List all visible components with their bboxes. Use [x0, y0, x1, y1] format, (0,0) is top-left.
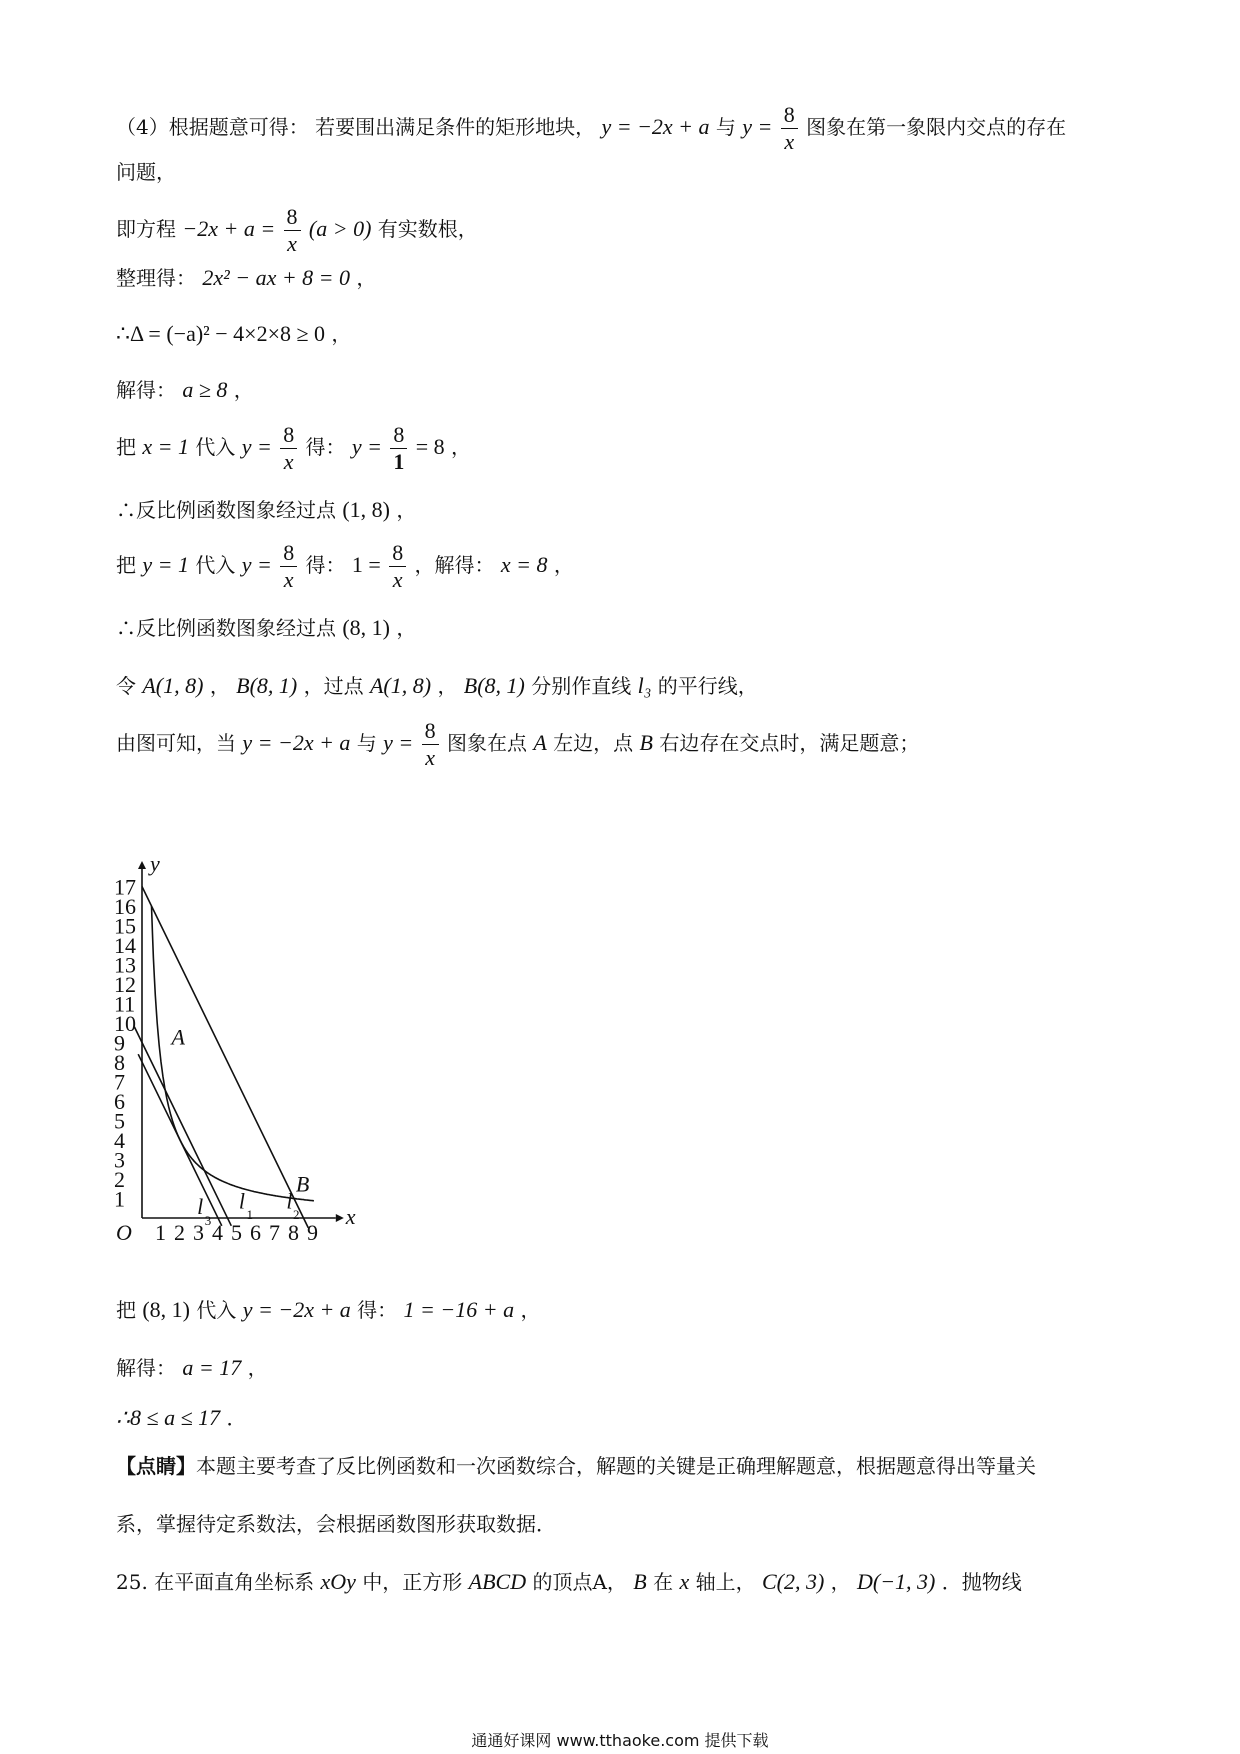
equation: (a > 0): [308, 216, 372, 241]
text: ，: [396, 616, 417, 640]
l2-subscript: 2: [293, 1206, 300, 1222]
text: ∴反比例函数图象经过点: [116, 616, 336, 640]
equation: y = −2x + a: [242, 730, 351, 755]
equation: y = 1: [142, 552, 189, 577]
function-graph: [112, 830, 372, 1250]
x-tick-label: 3: [193, 1220, 204, 1245]
solution-line-10: [116, 672, 758, 700]
fraction: [389, 540, 406, 593]
text: 问题，: [116, 160, 176, 184]
text: 代入: [195, 435, 236, 459]
text: ，: [830, 1570, 851, 1594]
comment-paragraph: [116, 1452, 1036, 1480]
x-axis-arrow: [336, 1214, 344, 1222]
origin-label: O: [116, 1220, 132, 1245]
y-tick-label: 17: [114, 874, 136, 900]
problem-25: [116, 1568, 1022, 1596]
page-footer: 通通好课网 www.tthaoke.com 提供下载: [471, 1731, 769, 1750]
point: (1, 8): [342, 497, 391, 522]
numerator: 8: [280, 422, 297, 449]
text: 在: [653, 1570, 674, 1594]
text: 的顶点A，: [532, 1570, 627, 1594]
text: 系，掌握待定系数法，会根据函数图形获取数据．: [116, 1512, 556, 1536]
text: 图象在点: [447, 731, 527, 755]
denominator: x: [287, 231, 297, 256]
point: A(1, 8): [142, 673, 204, 698]
equation: −2x + a =: [182, 216, 276, 241]
solution-line-9: [116, 614, 416, 642]
text: 与: [715, 115, 736, 139]
text: 把: [116, 435, 136, 459]
math-symbol: x: [679, 1569, 690, 1594]
text: 得：: [305, 553, 346, 577]
equation: y =: [742, 114, 773, 139]
denominator: x: [392, 567, 403, 592]
text: ∴反比例函数图象经过点: [116, 498, 336, 522]
text: ，: [356, 266, 377, 290]
math-symbol: ABCD: [468, 1569, 527, 1594]
equation: 1 =: [351, 552, 381, 577]
text: 代入: [196, 1298, 237, 1322]
y-tick-label: 5: [114, 1108, 125, 1134]
text: 即方程: [116, 217, 176, 241]
x-tick-label: 8: [288, 1220, 299, 1245]
solution-line-8: [116, 540, 574, 593]
text: 中，正方形: [362, 1570, 463, 1594]
denominator: x: [784, 129, 795, 154]
y-tick-label: 6: [114, 1089, 125, 1114]
y-tick-label: 2: [114, 1167, 125, 1192]
x-tick-label: 7: [269, 1220, 280, 1245]
x-tick-label: 4: [212, 1220, 223, 1245]
math-symbol: xOy: [320, 1569, 356, 1594]
fraction: [390, 422, 407, 475]
numerator: 8: [781, 102, 798, 129]
fraction: [284, 204, 301, 257]
text: 有实数根，: [377, 217, 478, 241]
solution-line-12: [116, 1296, 540, 1324]
l3-subscript: 3: [204, 1212, 212, 1228]
point: B(8, 1): [236, 673, 298, 698]
text: 由图可知，当: [116, 731, 236, 755]
point: B(8, 1): [463, 673, 525, 698]
y-tick-label: 12: [114, 972, 136, 997]
text: 分别作直线: [531, 674, 632, 698]
text: 把: [116, 553, 136, 577]
denominator: x: [283, 567, 294, 592]
text: ，: [247, 1356, 268, 1380]
text: ．抛物线: [941, 1570, 1022, 1594]
line-label: l₃: [637, 673, 652, 698]
l2-label: l: [286, 1188, 293, 1214]
text: ，: [451, 435, 472, 459]
text: 图象在第一象限内交点的存在: [806, 115, 1067, 139]
y-tick-label: 3: [114, 1147, 125, 1173]
x-axis-label: x: [345, 1204, 356, 1229]
text: ，: [331, 322, 352, 346]
text: ，过点: [303, 674, 364, 698]
equation: a = 17: [182, 1355, 242, 1380]
y-axis-arrow: [138, 861, 146, 869]
y-tick-label: 15: [114, 913, 136, 939]
text: ，解得：: [414, 553, 495, 577]
solution-line-7: [116, 496, 416, 524]
text: ，: [233, 378, 254, 402]
text: ，: [437, 674, 458, 698]
line-l2: [142, 887, 308, 1228]
point: (8, 1): [342, 615, 391, 640]
numerator: 8: [389, 540, 406, 567]
text: 得：: [357, 1298, 398, 1322]
y-tick-label: 14: [114, 933, 136, 958]
line-l3: [138, 1054, 222, 1226]
text: 在平面直角坐标系: [154, 1570, 315, 1594]
x-tick-label: 9: [307, 1220, 318, 1245]
y-tick-label: 11: [114, 991, 136, 1017]
text: 左边，点: [553, 731, 634, 755]
solution-line-4: [116, 320, 351, 348]
point-B-label: B: [295, 1171, 310, 1197]
solution-line-1b: [116, 158, 176, 186]
hyperbola-curve: [152, 906, 314, 1201]
denominator: 1: [393, 449, 405, 474]
point-A-label: A: [171, 1024, 185, 1050]
text: 轴上，: [695, 1570, 756, 1594]
text: ．: [226, 1406, 247, 1430]
point: A(1, 8): [369, 673, 432, 698]
problem-number: 25.: [116, 1570, 148, 1594]
solution-line-13: [116, 1354, 268, 1382]
text: ，: [520, 1298, 541, 1322]
equation: y = −2x + a: [242, 1297, 351, 1322]
solution-line-2: [116, 204, 478, 257]
equation: x = 1: [142, 434, 189, 459]
denominator: x: [283, 449, 294, 474]
y-tick-label: 9: [114, 1030, 125, 1056]
x-tick-label: 6: [250, 1220, 261, 1245]
equation: y =: [383, 730, 414, 755]
equation: y = −2x + a: [601, 114, 710, 139]
text: 令: [116, 674, 136, 698]
numerator: 8: [422, 718, 439, 745]
equation: y =: [241, 434, 272, 459]
point-label: A: [533, 730, 547, 755]
solution-line-3: [116, 264, 376, 292]
y-tick-label: 4: [114, 1128, 125, 1153]
y-tick-label: 16: [114, 894, 136, 919]
solution-line-14: [116, 1404, 247, 1432]
point: (8, 1): [142, 1297, 191, 1322]
text: 代入: [195, 553, 236, 577]
text: 解得：: [116, 1356, 176, 1380]
text: 右边存在交点时，满足题意；: [659, 731, 920, 755]
text: 得：: [305, 435, 346, 459]
x-tick-label: 5: [231, 1220, 242, 1245]
fraction: [781, 102, 798, 155]
text: 整理得：: [116, 266, 196, 290]
l1-subscript: 1: [246, 1206, 253, 1222]
text: 的平行线，: [657, 674, 758, 698]
text: 解得：: [116, 378, 176, 402]
text: ，: [209, 674, 230, 698]
numerator: 8: [284, 204, 301, 231]
solution-line-5: [116, 376, 254, 404]
solution-line-1: [116, 102, 1066, 155]
y-axis-label: y: [150, 850, 160, 876]
y-tick-label: 10: [114, 1011, 136, 1036]
equation: x = 8: [500, 552, 548, 577]
text: 与: [356, 731, 377, 755]
text: 本题主要考查了反比例函数和一次函数综合，解题的关键是正确理解题意，根据题意得出等量关: [196, 1454, 1036, 1478]
text: （4）根据题意可得： 若要围出满足条件的矩形地块，: [116, 115, 596, 139]
equation: a ≥ 8: [182, 377, 228, 402]
point-label: B: [639, 730, 653, 755]
text: ，: [553, 553, 574, 577]
equation: = 8: [415, 434, 445, 459]
equation: y =: [351, 434, 383, 459]
l3-label: l: [197, 1194, 204, 1220]
x-tick-label: 2: [174, 1220, 185, 1245]
y-tick-label: 13: [114, 952, 136, 978]
equation: 1 = −16 + a: [403, 1297, 515, 1322]
equation: ∴8 ≤ a ≤ 17: [116, 1405, 221, 1430]
l1-label: l: [238, 1188, 246, 1214]
denominator: x: [425, 745, 436, 770]
numerator: 8: [390, 422, 407, 449]
y-tick-label: 1: [114, 1186, 125, 1212]
solution-line-6: [116, 422, 471, 475]
equation: y =: [241, 552, 272, 577]
text: ，: [396, 498, 417, 522]
comment-paragraph-cont: [116, 1510, 556, 1538]
point: D(−1, 3): [857, 1569, 936, 1594]
fraction: [422, 718, 439, 771]
math-symbol: B: [633, 1569, 647, 1594]
fraction: [280, 540, 297, 593]
point: C(2, 3): [761, 1569, 825, 1594]
equation: ∴Δ = (−a)² − 4×2×8 ≥ 0: [116, 321, 326, 346]
x-tick-label: 1: [155, 1220, 166, 1245]
equation: 2x² − ax + 8 = 0: [202, 265, 351, 290]
y-tick-label: 7: [114, 1069, 125, 1095]
solution-line-11: [116, 718, 919, 771]
fraction: [280, 422, 297, 475]
comment-tag: 【点睛】: [116, 1454, 196, 1478]
line-l1: [134, 1027, 231, 1226]
y-tick-label: 8: [114, 1050, 125, 1075]
text: 把: [116, 1298, 136, 1322]
numerator: 8: [280, 540, 297, 567]
